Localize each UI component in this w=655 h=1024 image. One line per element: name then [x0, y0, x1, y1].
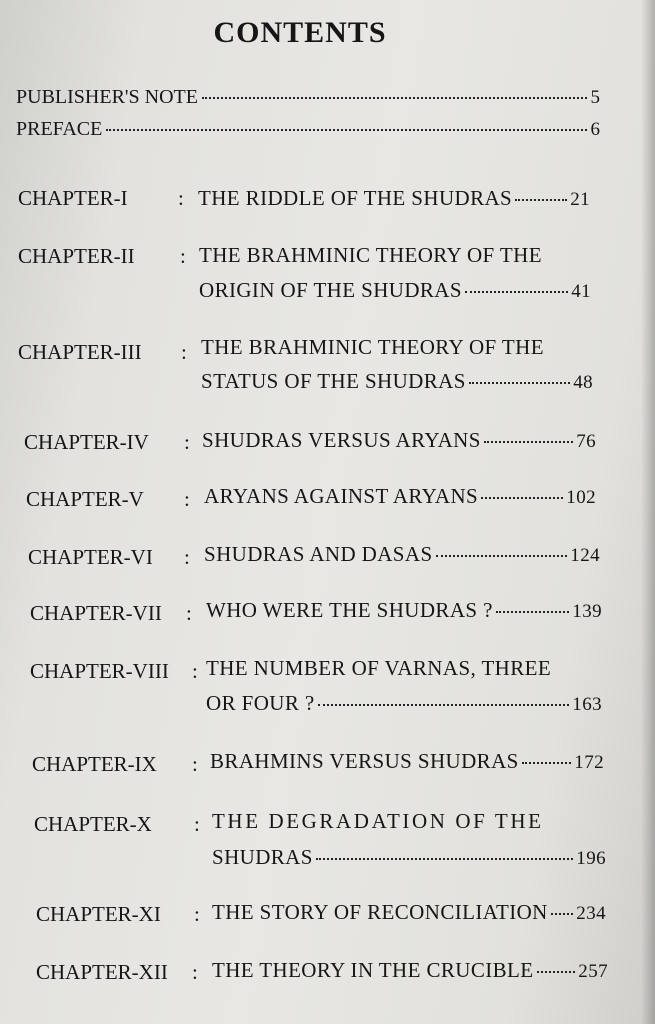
chapter-number: CHAPTER-XI: [36, 902, 161, 926]
chapter-page: 172: [574, 752, 604, 773]
dot-leader: [481, 497, 563, 499]
chapter-title-line: [212, 900, 606, 925]
chapter-title: SHUDRAS VERSUS ARYANS: [202, 428, 481, 452]
chapter-title: ORIGIN OF THE SHUDRAS: [199, 278, 462, 302]
dot-leader: [484, 441, 573, 443]
dot-leader: [316, 858, 573, 860]
separator-colon: :: [180, 244, 186, 268]
chapter-title: THE BRAHMINIC THEORY OF THE: [201, 335, 544, 359]
separator-colon: :: [184, 487, 190, 511]
dot-leader: [465, 291, 568, 293]
chapter-page: 257: [578, 961, 608, 982]
chapter-title-line: [204, 542, 600, 567]
separator-colon: :: [186, 601, 192, 625]
separator-colon: :: [178, 186, 184, 210]
separator-colon: :: [194, 902, 200, 926]
chapter-title: THE THEORY IN THE CRUCIBLE: [212, 958, 534, 982]
chapter-title: THE NUMBER OF VARNAS, THREE: [206, 656, 552, 680]
dot-leader: [106, 129, 586, 131]
chapter-title: BRAHMINS VERSUS SHUDRAS: [210, 749, 519, 773]
chapter-page: 21: [570, 189, 590, 210]
chapter-number: CHAPTER-XII: [36, 960, 168, 984]
page-title: CONTENTS: [213, 16, 387, 49]
chapter-title: THE RIDDLE OF THE SHUDRAS: [198, 186, 513, 210]
chapter-title-line: [206, 598, 602, 623]
chapter-number: CHAPTER-III: [18, 340, 142, 364]
chapter-title: STATUS OF THE SHUDRAS: [201, 369, 466, 393]
dot-leader: [469, 382, 570, 384]
chapter-title: THE STORY OF RECONCILIATION: [212, 900, 548, 924]
chapter-page: 41: [571, 281, 591, 302]
chapter-title-line: [199, 278, 591, 303]
toc-entry-label: PUBLISHER'S NOTE: [16, 86, 198, 108]
chapter-number: CHAPTER-I: [18, 186, 128, 210]
chapter-title-line: [198, 186, 590, 211]
dot-leader: [522, 762, 572, 764]
chapter-page: 124: [570, 545, 600, 566]
chapter-page: 48: [573, 372, 593, 393]
chapter-title-line: [206, 656, 602, 681]
chapter-page: 139: [572, 601, 602, 622]
chapter-number: CHAPTER-IX: [32, 752, 157, 776]
toc-entry-preface[interactable]: [16, 118, 600, 141]
chapter-page: 163: [572, 694, 602, 715]
chapter-title: WHO WERE THE SHUDRAS ?: [206, 598, 493, 622]
dot-leader: [551, 913, 574, 915]
separator-colon: :: [192, 752, 198, 776]
chapter-title: SHUDRAS: [212, 845, 313, 869]
dot-leader: [202, 97, 587, 99]
chapter-title-line: [206, 691, 602, 716]
chapter-number: CHAPTER-VIII: [30, 659, 169, 683]
chapter-title-line: [201, 335, 593, 360]
separator-colon: :: [192, 659, 198, 683]
chapter-title-line: [204, 484, 596, 509]
separator-colon: :: [194, 812, 200, 836]
separator-colon: :: [184, 545, 190, 569]
toc-entry-label: PREFACE: [16, 118, 103, 140]
toc-entry-page: 6: [590, 119, 600, 140]
chapter-title-line: [210, 749, 604, 774]
chapter-number: CHAPTER-VII: [30, 601, 162, 625]
chapter-title: THE DEGRADATION OF THE: [212, 809, 544, 833]
dot-leader: [318, 704, 570, 706]
toc-entry-page: 5: [590, 87, 600, 108]
separator-colon: :: [181, 340, 187, 364]
dot-leader: [537, 971, 576, 973]
chapter-page: 234: [576, 903, 606, 924]
chapter-title: THE BRAHMINIC THEORY OF THE: [199, 243, 542, 267]
chapter-title: OR FOUR ?: [206, 691, 315, 715]
chapter-number: CHAPTER-V: [26, 487, 144, 511]
chapter-number: CHAPTER-II: [18, 244, 135, 268]
chapter-title-line: [212, 845, 606, 870]
dot-leader: [496, 611, 569, 613]
chapter-page: 196: [576, 848, 606, 869]
chapter-title: SHUDRAS AND DASAS: [204, 542, 433, 566]
chapter-number: CHAPTER-X: [34, 812, 152, 836]
chapter-page: 102: [566, 487, 596, 508]
chapter-number: CHAPTER-VI: [28, 545, 153, 569]
chapter-title-line: [202, 428, 596, 453]
separator-colon: :: [192, 960, 198, 984]
chapter-page: 76: [576, 431, 596, 452]
chapter-title-line: [212, 958, 608, 983]
toc-entry-publishers-note[interactable]: [16, 86, 600, 109]
dot-leader: [515, 199, 567, 201]
separator-colon: :: [184, 430, 190, 454]
chapter-number: CHAPTER-IV: [24, 430, 149, 454]
chapter-title-line: [201, 369, 593, 394]
chapter-title: ARYANS AGAINST ARYANS: [204, 484, 479, 508]
dot-leader: [436, 555, 568, 557]
page-edge-shadow: [641, 0, 655, 1024]
chapter-title-line: [199, 243, 591, 268]
chapter-title-line: [212, 809, 606, 834]
